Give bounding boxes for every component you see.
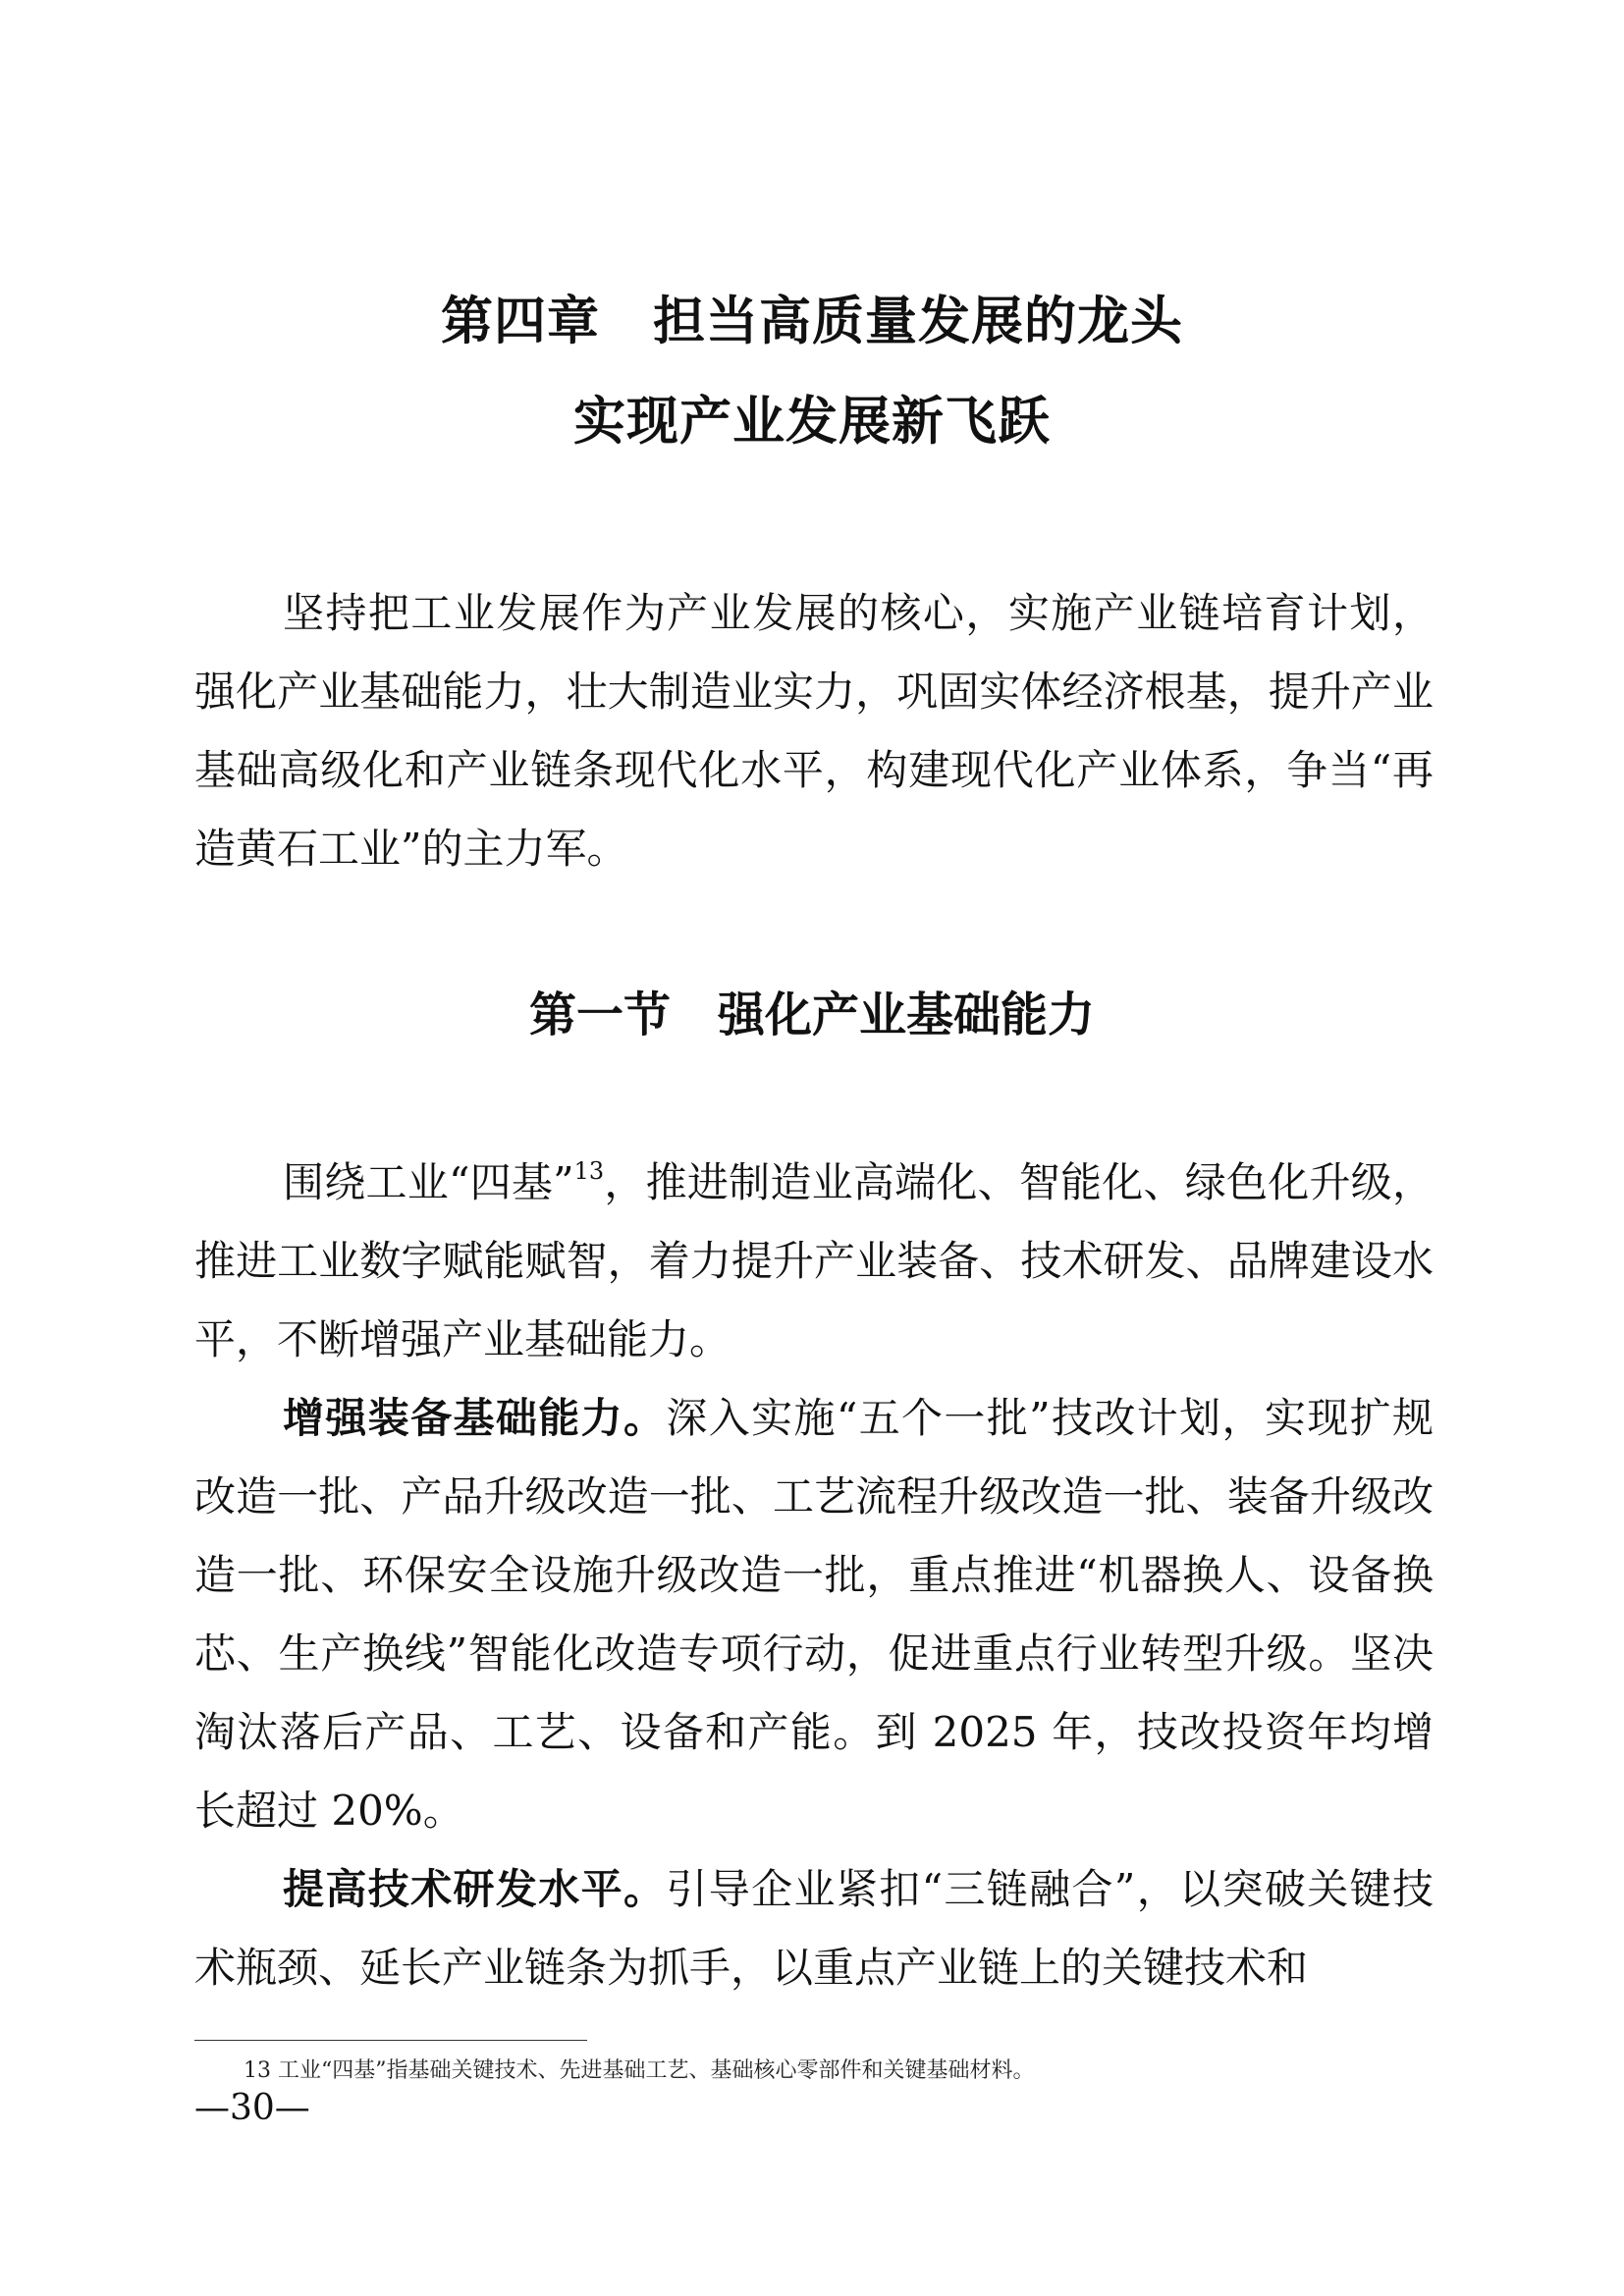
footnote-divider	[194, 2040, 587, 2041]
paragraph-heading: 增强装备基础能力。	[283, 1394, 667, 1442]
paragraph-text: 引导企业紧扣“三链融合”，以突破关键技术瓶颈、延长产业链条为抓手，以重点产业链上的关键技术和	[194, 1865, 1434, 1992]
paragraph-text: 深入实施“五个一批”技改计划，实现扩规改造一批、产品升级改造一批、工艺流程升级改造一批、装备升级改造一批、环保安全设施升级改造一批，重点推进“机器换人、设备换芯、生产换线”智能化改造专项行动，促进重点行业转型升级。坚决淘汰落后产品、工艺、设备和产能。到 2025 年，技改投资年均增长超过 20%。	[194, 1394, 1434, 1835]
paragraph-heading: 提高技术研发水平。	[283, 1865, 667, 1913]
footnote-reference: 13	[573, 1157, 605, 1185]
section-paragraph-3	[194, 1850, 1434, 2007]
chapter-title-line2: 实现产业发展新飞跃	[573, 392, 1051, 452]
section-paragraph-1	[194, 1144, 1434, 1379]
section-paragraph-2	[194, 1379, 1434, 1850]
chapter-intro-paragraph: 坚持把工业发展作为产业发展的核心，实施产业链培育计划，强化产业基础能力，壮大制造业实力，巩固实体经济根基，提升产业基础高级化和产业链条现代化水平，构建现代化产业体系，争当“再造黄石工业”的主力军。	[194, 589, 1434, 873]
paragraph-text: 围绕工业“四基”	[283, 1158, 574, 1206]
page-number: —30—	[194, 2088, 310, 2128]
footnote: 13 工业“四基”指基础关键技术、先进基础工艺、基础核心零部件和关键基础材料。	[244, 2058, 1035, 2083]
paragraph-text: ，推进制造业高端化、智能化、绿色化升级，推进工业数字赋能赋智，着力提升产业装备、技术研发、品牌建设水平，不断增强产业基础能力。	[194, 1158, 1434, 1363]
chapter-title-line1: 第四章 担当高质量发展的龙头	[441, 292, 1183, 351]
section-title: 第一节 强化产业基础能力	[528, 988, 1095, 1042]
